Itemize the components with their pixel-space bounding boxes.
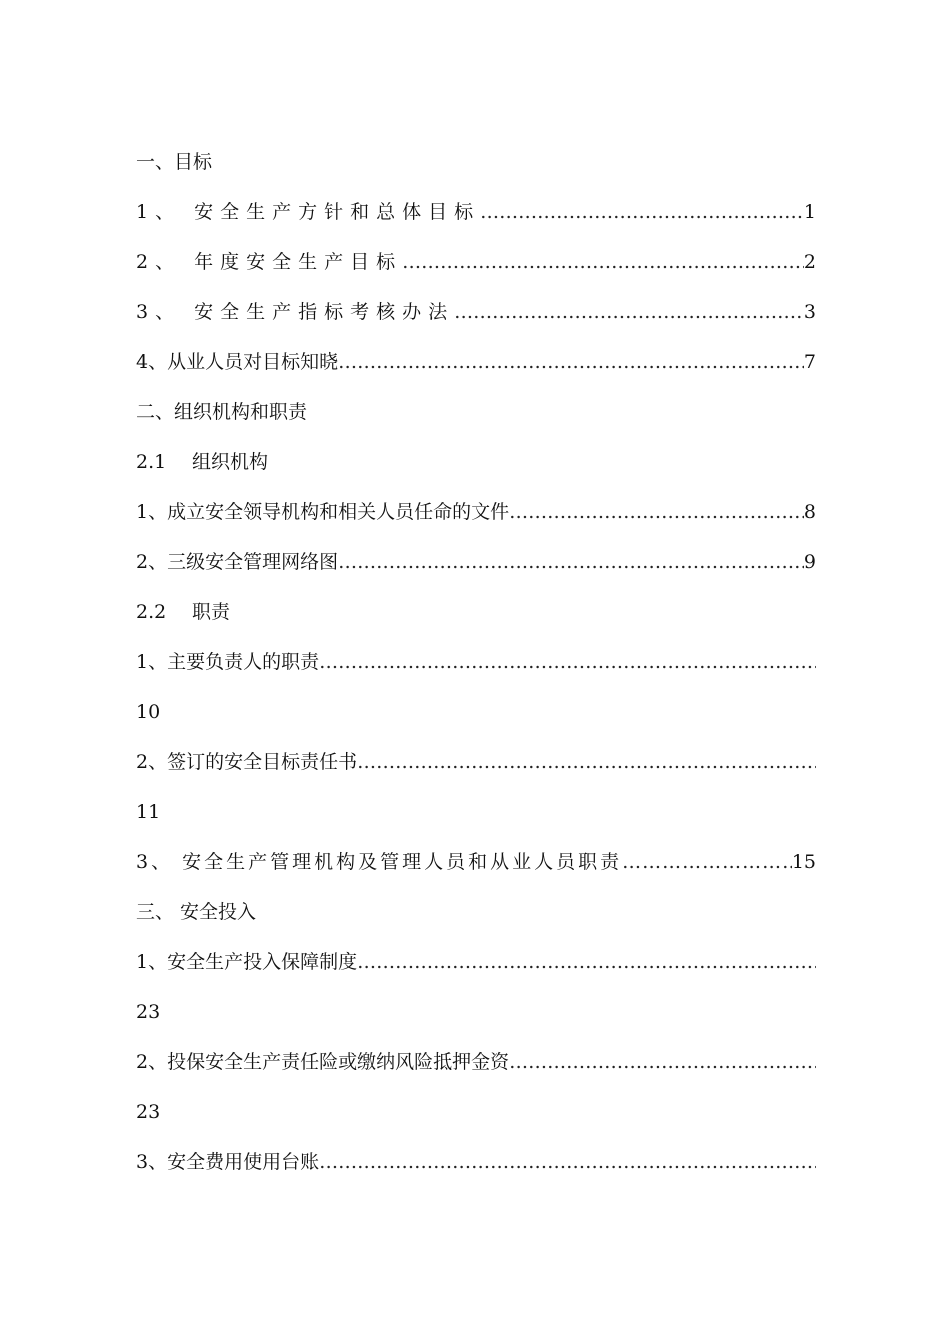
toc-entry-page: 1 [803, 201, 816, 223]
dot-leader [509, 1044, 816, 1080]
dot-leader [509, 494, 804, 530]
dot-leader [480, 194, 804, 230]
dot-leader [319, 644, 816, 680]
toc-subheading-number: 2.2 [136, 601, 167, 623]
toc-entry-page: 9 [803, 551, 816, 573]
toc-entry[interactable] [136, 244, 816, 294]
dot-leader [319, 1144, 816, 1180]
toc-subheading-text: 组织机构 [192, 451, 269, 473]
table-of-contents [136, 144, 816, 1194]
dot-leader [357, 744, 816, 780]
toc-entry[interactable] [136, 344, 816, 394]
dot-leader [622, 844, 792, 880]
toc-subheading-number: 2.1 [136, 451, 167, 473]
toc-entry-label: 2、签订的安全目标责任书 [136, 751, 358, 773]
dot-leader [402, 244, 804, 280]
toc-heading: 一、目标 [136, 151, 213, 173]
toc-entry-label: 1、安全生产投入保障制度 [136, 951, 358, 973]
toc-entry-label: 3、安全费用使用台账 [136, 1151, 320, 1173]
toc-subheading [136, 444, 816, 494]
toc-entry-label: 1、 安全生产方针和总体目标 [136, 201, 481, 223]
toc-entry-page: 11 [136, 801, 161, 823]
toc-entry[interactable] [136, 544, 816, 594]
dot-leader [454, 294, 804, 330]
toc-entry[interactable] [136, 944, 816, 994]
toc-entry-page: 7 [803, 351, 816, 373]
toc-entry-label: 3、 安全生产指标考核办法 [136, 301, 455, 323]
toc-entry-label: 1、主要负责人的职责 [136, 651, 320, 673]
toc-heading: 二、组织机构和职责 [136, 401, 308, 423]
toc-entry-page: 23 [136, 1001, 161, 1023]
toc-heading: 三、 安全投入 [136, 901, 257, 923]
dot-leader [338, 544, 804, 580]
toc-entry-page: 2 [803, 251, 816, 273]
toc-entry[interactable] [136, 1144, 816, 1194]
toc-entry-page: 23 [136, 1101, 161, 1123]
toc-entry-label: 2、三级安全管理网络图 [136, 551, 339, 573]
toc-entry[interactable] [136, 1044, 816, 1094]
toc-entry[interactable] [136, 644, 816, 694]
toc-entry-label: 2、 年度安全生产目标 [136, 251, 403, 273]
dot-leader [357, 944, 816, 980]
toc-entry-label: 4、从业人员对目标知晓 [136, 351, 339, 373]
toc-entry-page: 15 [791, 851, 816, 873]
toc-subheading-text: 职责 [192, 601, 231, 623]
dot-leader [338, 344, 804, 380]
toc-entry-label: 3、 安全生产管理机构及管理人员和从业人员职责 [136, 851, 623, 873]
toc-entry[interactable] [136, 194, 816, 244]
toc-entry[interactable] [136, 844, 816, 894]
toc-entry[interactable] [136, 294, 816, 344]
toc-entry[interactable] [136, 494, 816, 544]
toc-entry[interactable] [136, 744, 816, 794]
toc-entry-page: 3 [803, 301, 816, 323]
toc-entry-page: 8 [803, 501, 816, 523]
toc-entry-label: 2、投保安全生产责任险或缴纳风险抵押金资 [136, 1051, 510, 1073]
toc-entry-label: 1、成立安全领导机构和相关人员任命的文件 [136, 501, 510, 523]
toc-entry-page: 10 [136, 701, 161, 723]
toc-subheading [136, 594, 816, 644]
